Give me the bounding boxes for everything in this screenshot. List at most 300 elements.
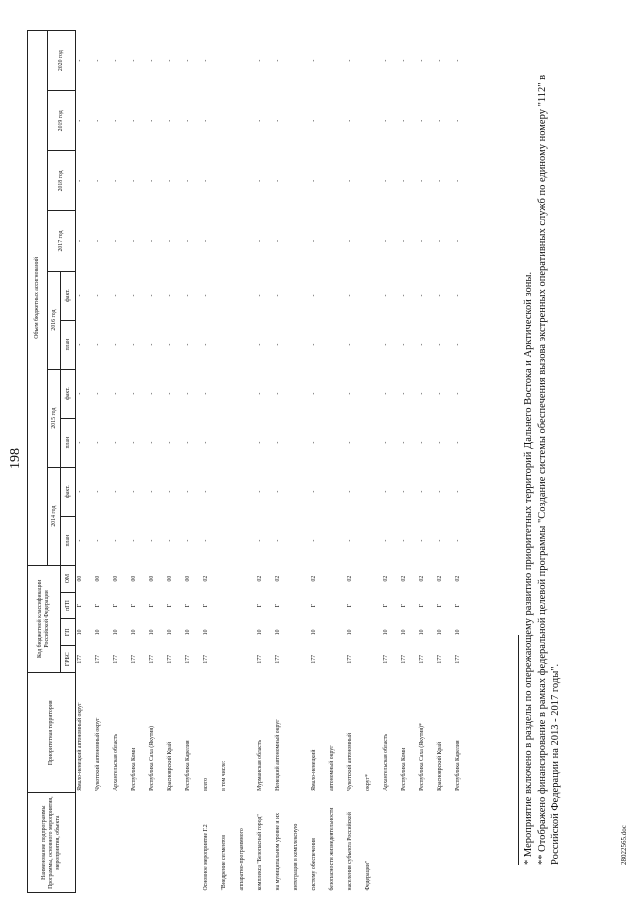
- row-value-cell: [220, 418, 238, 467]
- row-value-cell: -: [436, 294, 443, 297]
- row-value-cell: -: [148, 392, 155, 395]
- row-value-cell: -: [436, 490, 443, 493]
- row-pgp-cell: [220, 592, 238, 619]
- row-value-cell: -: [166, 179, 173, 182]
- row-gp-cell: 10: [274, 629, 281, 636]
- row-name-cell: [382, 793, 400, 893]
- row-om-cell: 02: [346, 575, 353, 582]
- row-value-cell: -: [148, 441, 155, 444]
- row-name-cell: [112, 793, 130, 893]
- row-value-cell: [328, 418, 346, 467]
- row-value-cell: -: [382, 240, 389, 242]
- table-row: [220, 31, 238, 893]
- row-value-cell: -: [418, 539, 425, 542]
- row-value-cell: -: [310, 490, 317, 493]
- row-pgp-cell: Г: [436, 603, 443, 608]
- table-row: [382, 31, 400, 893]
- row-pgp-cell: Г: [148, 603, 155, 608]
- row-value-cell: -: [382, 343, 389, 346]
- row-value-cell: [328, 91, 346, 151]
- row-territory-cell: Архангельская область: [382, 733, 389, 791]
- row-om-cell: [220, 565, 238, 592]
- row-value-cell: -: [148, 59, 155, 62]
- row-value-cell: -: [454, 294, 461, 297]
- table-row: [130, 31, 148, 893]
- row-value-cell: -: [400, 539, 407, 542]
- row-value-cell: -: [436, 59, 443, 62]
- row-value-cell: -: [454, 441, 461, 444]
- row-value-cell: -: [77, 179, 83, 182]
- row-value-cell: -: [382, 59, 389, 62]
- row-gp-cell: 10: [148, 629, 155, 636]
- row-value-cell: -: [130, 179, 137, 182]
- row-value-cell: [364, 271, 382, 320]
- row-om-cell: [364, 565, 382, 592]
- row-value-cell: -: [166, 119, 173, 122]
- row-value-cell: -: [274, 490, 281, 493]
- row-value-cell: -: [112, 179, 119, 182]
- row-value-cell: -: [130, 59, 137, 62]
- table-row: [76, 31, 94, 893]
- header-year: 2014 год: [48, 467, 61, 565]
- row-value-cell: -: [400, 294, 407, 297]
- row-gp-cell: 10: [346, 629, 353, 636]
- row-value-cell: -: [94, 294, 101, 297]
- row-name-cell: [418, 793, 436, 893]
- row-value-cell: [238, 369, 256, 418]
- row-value-cell: -: [310, 59, 317, 62]
- row-value-cell: -: [184, 179, 191, 182]
- table-row: [238, 31, 256, 893]
- row-value-cell: -: [256, 179, 263, 182]
- row-grbs-cell: 177: [418, 654, 425, 664]
- row-value-cell: -: [274, 441, 281, 444]
- header-gp: ГП: [61, 619, 76, 646]
- row-name-cell: на муниципальном уровне и их: [274, 813, 281, 891]
- row-pgp-cell: Г: [418, 603, 425, 608]
- header-fact: факт.: [61, 369, 76, 418]
- row-value-cell: -: [274, 240, 281, 242]
- row-name-cell: [148, 793, 166, 893]
- row-value-cell: -: [346, 179, 353, 182]
- row-om-cell: 02: [454, 575, 461, 582]
- row-value-cell: -: [112, 392, 119, 395]
- row-grbs-cell: 177: [310, 654, 317, 664]
- row-territory-cell: Республика Саха (Якутия): [148, 726, 155, 791]
- header-year: 2020 год: [48, 31, 76, 91]
- row-value-cell: -: [418, 179, 425, 182]
- row-value-cell: -: [202, 539, 209, 542]
- row-value-cell: -: [454, 539, 461, 542]
- row-value-cell: -: [112, 539, 119, 542]
- row-value-cell: -: [310, 179, 317, 182]
- row-value-cell: [292, 271, 310, 320]
- row-value-cell: [292, 151, 310, 211]
- row-value-cell: -: [94, 441, 101, 444]
- row-pgp-cell: Г: [310, 603, 317, 608]
- row-value-cell: -: [112, 490, 119, 493]
- row-value-cell: -: [436, 240, 443, 242]
- row-value-cell: -: [256, 294, 263, 297]
- row-value-cell: -: [202, 119, 209, 122]
- row-value-cell: -: [256, 119, 263, 122]
- row-pgp-cell: Г: [184, 603, 191, 608]
- row-value-cell: -: [382, 490, 389, 493]
- row-value-cell: -: [77, 119, 83, 122]
- row-om-cell: 00: [184, 575, 191, 582]
- row-grbs-cell: 177: [202, 654, 209, 664]
- row-value-cell: -: [148, 343, 155, 346]
- row-value-cell: [238, 467, 256, 516]
- row-value-cell: -: [202, 59, 209, 62]
- row-om-cell: 00: [77, 575, 83, 582]
- row-om-cell: [328, 565, 346, 592]
- row-value-cell: -: [274, 539, 281, 542]
- header-name: Наименование подпрограммы Программы, основного мероприятия, мероприятия, объекта: [28, 793, 76, 893]
- row-value-cell: -: [112, 240, 119, 242]
- row-grbs-cell: 177: [112, 654, 119, 664]
- row-grbs-cell: 177: [184, 654, 191, 664]
- table-row: [184, 31, 202, 893]
- row-value-cell: [292, 211, 310, 271]
- row-value-cell: -: [274, 59, 281, 62]
- row-gp-cell: [328, 619, 346, 646]
- row-value-cell: [328, 271, 346, 320]
- row-value-cell: -: [166, 392, 173, 395]
- header-volume: Объем бюджетных ассигнований: [28, 31, 48, 566]
- row-value-cell: -: [346, 343, 353, 346]
- row-value-cell: [238, 91, 256, 151]
- row-pgp-cell: Г: [382, 603, 389, 608]
- row-name-cell: безопасности жизнедеятельности: [328, 807, 335, 891]
- row-value-cell: -: [418, 119, 425, 122]
- table-row: [346, 31, 364, 893]
- row-value-cell: [220, 369, 238, 418]
- row-value-cell: -: [310, 343, 317, 346]
- row-territory-cell: Республика Коми: [130, 747, 137, 791]
- row-value-cell: -: [346, 392, 353, 395]
- row-name-cell: [94, 793, 112, 893]
- row-gp-cell: 10: [112, 629, 119, 636]
- header-territory: Приоритетная территория: [28, 673, 76, 793]
- row-om-cell: 02: [382, 575, 389, 582]
- row-value-cell: -: [400, 119, 407, 122]
- table-row: [400, 31, 418, 893]
- footnote-separator: [518, 635, 519, 865]
- row-om-cell: 02: [310, 575, 317, 582]
- row-value-cell: -: [400, 240, 407, 242]
- row-gp-cell: 10: [454, 629, 461, 636]
- row-grbs-cell: 177: [77, 654, 83, 664]
- row-grbs-cell: 177: [382, 654, 389, 664]
- row-name-cell: [166, 793, 184, 893]
- row-value-cell: [238, 320, 256, 369]
- row-value-cell: [328, 369, 346, 418]
- row-grbs-cell: 177: [436, 654, 443, 664]
- row-value-cell: -: [436, 539, 443, 542]
- row-value-cell: -: [202, 490, 209, 493]
- row-value-cell: -: [436, 119, 443, 122]
- table-row: [94, 31, 112, 893]
- row-territory-cell: Красноярский Край: [436, 742, 443, 791]
- row-value-cell: -: [148, 179, 155, 182]
- row-om-cell: 00: [166, 575, 173, 582]
- row-territory-cell: Мурманская область: [256, 739, 263, 791]
- row-territory-cell: автономный округ: [328, 745, 335, 791]
- table-row: [274, 31, 292, 893]
- row-value-cell: -: [274, 343, 281, 346]
- row-value-cell: -: [77, 343, 83, 346]
- row-value-cell: -: [346, 294, 353, 297]
- row-value-cell: -: [112, 441, 119, 444]
- header-kbk: Код бюджетной классификации Российской Федерации: [28, 565, 61, 673]
- row-value-cell: -: [148, 294, 155, 297]
- row-value-cell: -: [346, 539, 353, 542]
- row-value-cell: [364, 516, 382, 565]
- row-grbs-cell: 177: [346, 654, 353, 664]
- row-value-cell: -: [454, 490, 461, 493]
- row-value-cell: -: [166, 240, 173, 242]
- row-territory-cell: Архангельская область: [112, 733, 119, 791]
- budget-table: [27, 30, 472, 893]
- row-grbs-cell: [328, 646, 346, 673]
- row-value-cell: -: [454, 240, 461, 242]
- row-value-cell: -: [112, 119, 119, 122]
- row-value-cell: -: [256, 539, 263, 542]
- row-territory-cell: Чукотский автономный округ: [94, 717, 101, 791]
- row-value-cell: [328, 31, 346, 91]
- row-pgp-cell: Г: [202, 603, 209, 608]
- header-plan: план: [61, 320, 76, 369]
- row-gp-cell: 10: [418, 629, 425, 636]
- row-grbs-cell: [220, 646, 238, 673]
- row-om-cell: 00: [148, 575, 155, 582]
- row-grbs-cell: 177: [256, 654, 263, 664]
- row-territory-cell: Ямало-ненецкий автономный округ: [77, 702, 83, 791]
- row-value-cell: -: [400, 179, 407, 182]
- row-name-cell: [76, 793, 94, 893]
- row-value-cell: -: [112, 59, 119, 62]
- row-name-cell: интеграция в комплексную: [292, 823, 299, 891]
- row-value-cell: -: [202, 294, 209, 297]
- row-value-cell: -: [166, 539, 173, 542]
- row-pgp-cell: Г: [77, 603, 83, 608]
- table-row: [166, 31, 184, 893]
- row-value-cell: -: [400, 392, 407, 395]
- row-gp-cell: [292, 619, 310, 646]
- row-value-cell: -: [148, 240, 155, 242]
- row-value-cell: -: [130, 490, 137, 493]
- row-value-cell: -: [202, 343, 209, 346]
- row-gp-cell: 10: [94, 629, 101, 636]
- row-value-cell: [328, 320, 346, 369]
- row-value-cell: -: [94, 490, 101, 493]
- row-value-cell: -: [77, 490, 83, 493]
- row-gp-cell: 10: [256, 629, 263, 636]
- row-value-cell: -: [436, 441, 443, 444]
- row-value-cell: [292, 418, 310, 467]
- row-pgp-cell: [238, 592, 256, 619]
- row-grbs-cell: [364, 646, 382, 673]
- row-value-cell: -: [112, 343, 119, 346]
- row-value-cell: -: [310, 240, 317, 242]
- header-year: 2018 год: [48, 151, 76, 211]
- row-value-cell: -: [184, 490, 191, 493]
- row-value-cell: [364, 320, 382, 369]
- row-pgp-cell: [364, 592, 382, 619]
- row-value-cell: -: [400, 441, 407, 444]
- row-value-cell: -: [382, 539, 389, 542]
- row-value-cell: [364, 151, 382, 211]
- row-grbs-cell: [238, 646, 256, 673]
- row-grbs-cell: [292, 646, 310, 673]
- table-row: [310, 31, 328, 893]
- row-value-cell: -: [94, 119, 101, 122]
- table-row: [418, 31, 436, 893]
- row-value-cell: -: [202, 392, 209, 395]
- row-value-cell: -: [310, 119, 317, 122]
- row-grbs-cell: 177: [94, 654, 101, 664]
- row-value-cell: -: [256, 240, 263, 242]
- row-value-cell: -: [274, 392, 281, 395]
- row-value-cell: -: [418, 59, 425, 62]
- row-value-cell: -: [274, 179, 281, 182]
- row-pgp-cell: Г: [274, 603, 281, 608]
- row-value-cell: -: [202, 441, 209, 444]
- row-gp-cell: 10: [400, 629, 407, 636]
- row-value-cell: -: [256, 392, 263, 395]
- row-value-cell: [238, 516, 256, 565]
- row-value-cell: [238, 418, 256, 467]
- row-pgp-cell: Г: [130, 603, 137, 608]
- row-value-cell: [328, 211, 346, 271]
- row-value-cell: -: [166, 441, 173, 444]
- header-pgp: пГП: [61, 592, 76, 619]
- row-om-cell: 00: [94, 575, 101, 582]
- row-om-cell: 02: [256, 575, 263, 582]
- row-territory-cell: Республика Карелия: [454, 740, 461, 791]
- header-grbs: ГРБС: [61, 646, 76, 673]
- table-row: [148, 31, 166, 893]
- row-value-cell: -: [130, 539, 137, 542]
- row-value-cell: -: [400, 343, 407, 346]
- row-value-cell: -: [310, 294, 317, 297]
- row-name-cell: [454, 793, 472, 893]
- row-value-cell: -: [346, 490, 353, 493]
- table-row: [292, 31, 310, 893]
- row-value-cell: -: [77, 539, 83, 542]
- row-grbs-cell: 177: [454, 654, 461, 664]
- row-value-cell: -: [148, 119, 155, 122]
- row-territory-cell: Ненецкий автономный округ: [274, 719, 281, 791]
- row-grbs-cell: 177: [148, 654, 155, 664]
- row-pgp-cell: Г: [166, 603, 173, 608]
- row-name-cell: "Внедрение сегментов: [220, 835, 227, 891]
- row-value-cell: -: [454, 59, 461, 62]
- row-value-cell: -: [130, 294, 137, 297]
- row-value-cell: [364, 418, 382, 467]
- row-value-cell: -: [418, 392, 425, 395]
- row-territory-cell: [238, 673, 256, 793]
- row-value-cell: -: [256, 490, 263, 493]
- row-value-cell: -: [382, 441, 389, 444]
- row-pgp-cell: Г: [454, 603, 461, 608]
- row-value-cell: -: [436, 179, 443, 182]
- row-value-cell: -: [184, 539, 191, 542]
- row-value-cell: -: [148, 490, 155, 493]
- row-value-cell: -: [202, 179, 209, 182]
- row-value-cell: -: [94, 179, 101, 182]
- row-value-cell: -: [454, 179, 461, 182]
- row-value-cell: -: [77, 392, 83, 395]
- row-value-cell: -: [184, 240, 191, 242]
- row-om-cell: 02: [436, 575, 443, 582]
- row-value-cell: [220, 320, 238, 369]
- row-gp-cell: 10: [130, 629, 137, 636]
- row-value-cell: -: [166, 343, 173, 346]
- row-value-cell: -: [382, 119, 389, 122]
- row-value-cell: [328, 151, 346, 211]
- row-value-cell: [292, 467, 310, 516]
- row-territory-cell: округ*: [364, 774, 371, 791]
- row-value-cell: [292, 369, 310, 418]
- row-value-cell: -: [454, 119, 461, 122]
- row-value-cell: -: [454, 392, 461, 395]
- row-name-cell: [130, 793, 148, 893]
- header-fact: факт.: [61, 271, 76, 320]
- row-value-cell: -: [310, 392, 317, 395]
- row-value-cell: [220, 467, 238, 516]
- row-territory-cell: Республика Карелия: [184, 740, 191, 791]
- header-year: 2016 год: [48, 271, 61, 369]
- row-grbs-cell: 177: [274, 654, 281, 664]
- row-name-cell: [436, 793, 454, 893]
- row-value-cell: -: [77, 59, 83, 62]
- row-gp-cell: 10: [382, 629, 389, 636]
- row-value-cell: [364, 211, 382, 271]
- row-gp-cell: 10: [310, 629, 317, 636]
- row-value-cell: -: [184, 119, 191, 122]
- row-om-cell: 02: [274, 575, 281, 582]
- row-value-cell: [292, 320, 310, 369]
- row-value-cell: [220, 211, 238, 271]
- row-territory-cell: Ямало-ненецкий: [310, 749, 317, 791]
- row-value-cell: -: [166, 294, 173, 297]
- row-value-cell: -: [346, 240, 353, 242]
- row-value-cell: -: [274, 294, 281, 297]
- row-value-cell: -: [346, 441, 353, 444]
- row-value-cell: -: [166, 59, 173, 62]
- row-value-cell: -: [400, 59, 407, 62]
- header-fact: факт.: [61, 467, 76, 516]
- row-om-cell: 02: [400, 575, 407, 582]
- row-value-cell: [292, 516, 310, 565]
- row-pgp-cell: Г: [112, 603, 119, 608]
- row-om-cell: [238, 565, 256, 592]
- row-value-cell: -: [346, 59, 353, 62]
- row-om-cell: 00: [130, 575, 137, 582]
- row-value-cell: -: [148, 539, 155, 542]
- row-value-cell: [292, 91, 310, 151]
- row-name-cell: аппаратно-программного: [238, 828, 245, 891]
- row-territory-cell: Красноярский Край: [166, 742, 173, 791]
- row-value-cell: -: [382, 179, 389, 182]
- row-value-cell: -: [94, 392, 101, 395]
- row-territory-cell: всего: [202, 777, 209, 791]
- row-value-cell: -: [94, 240, 101, 242]
- row-value-cell: -: [346, 119, 353, 122]
- row-om-cell: 00: [112, 575, 119, 582]
